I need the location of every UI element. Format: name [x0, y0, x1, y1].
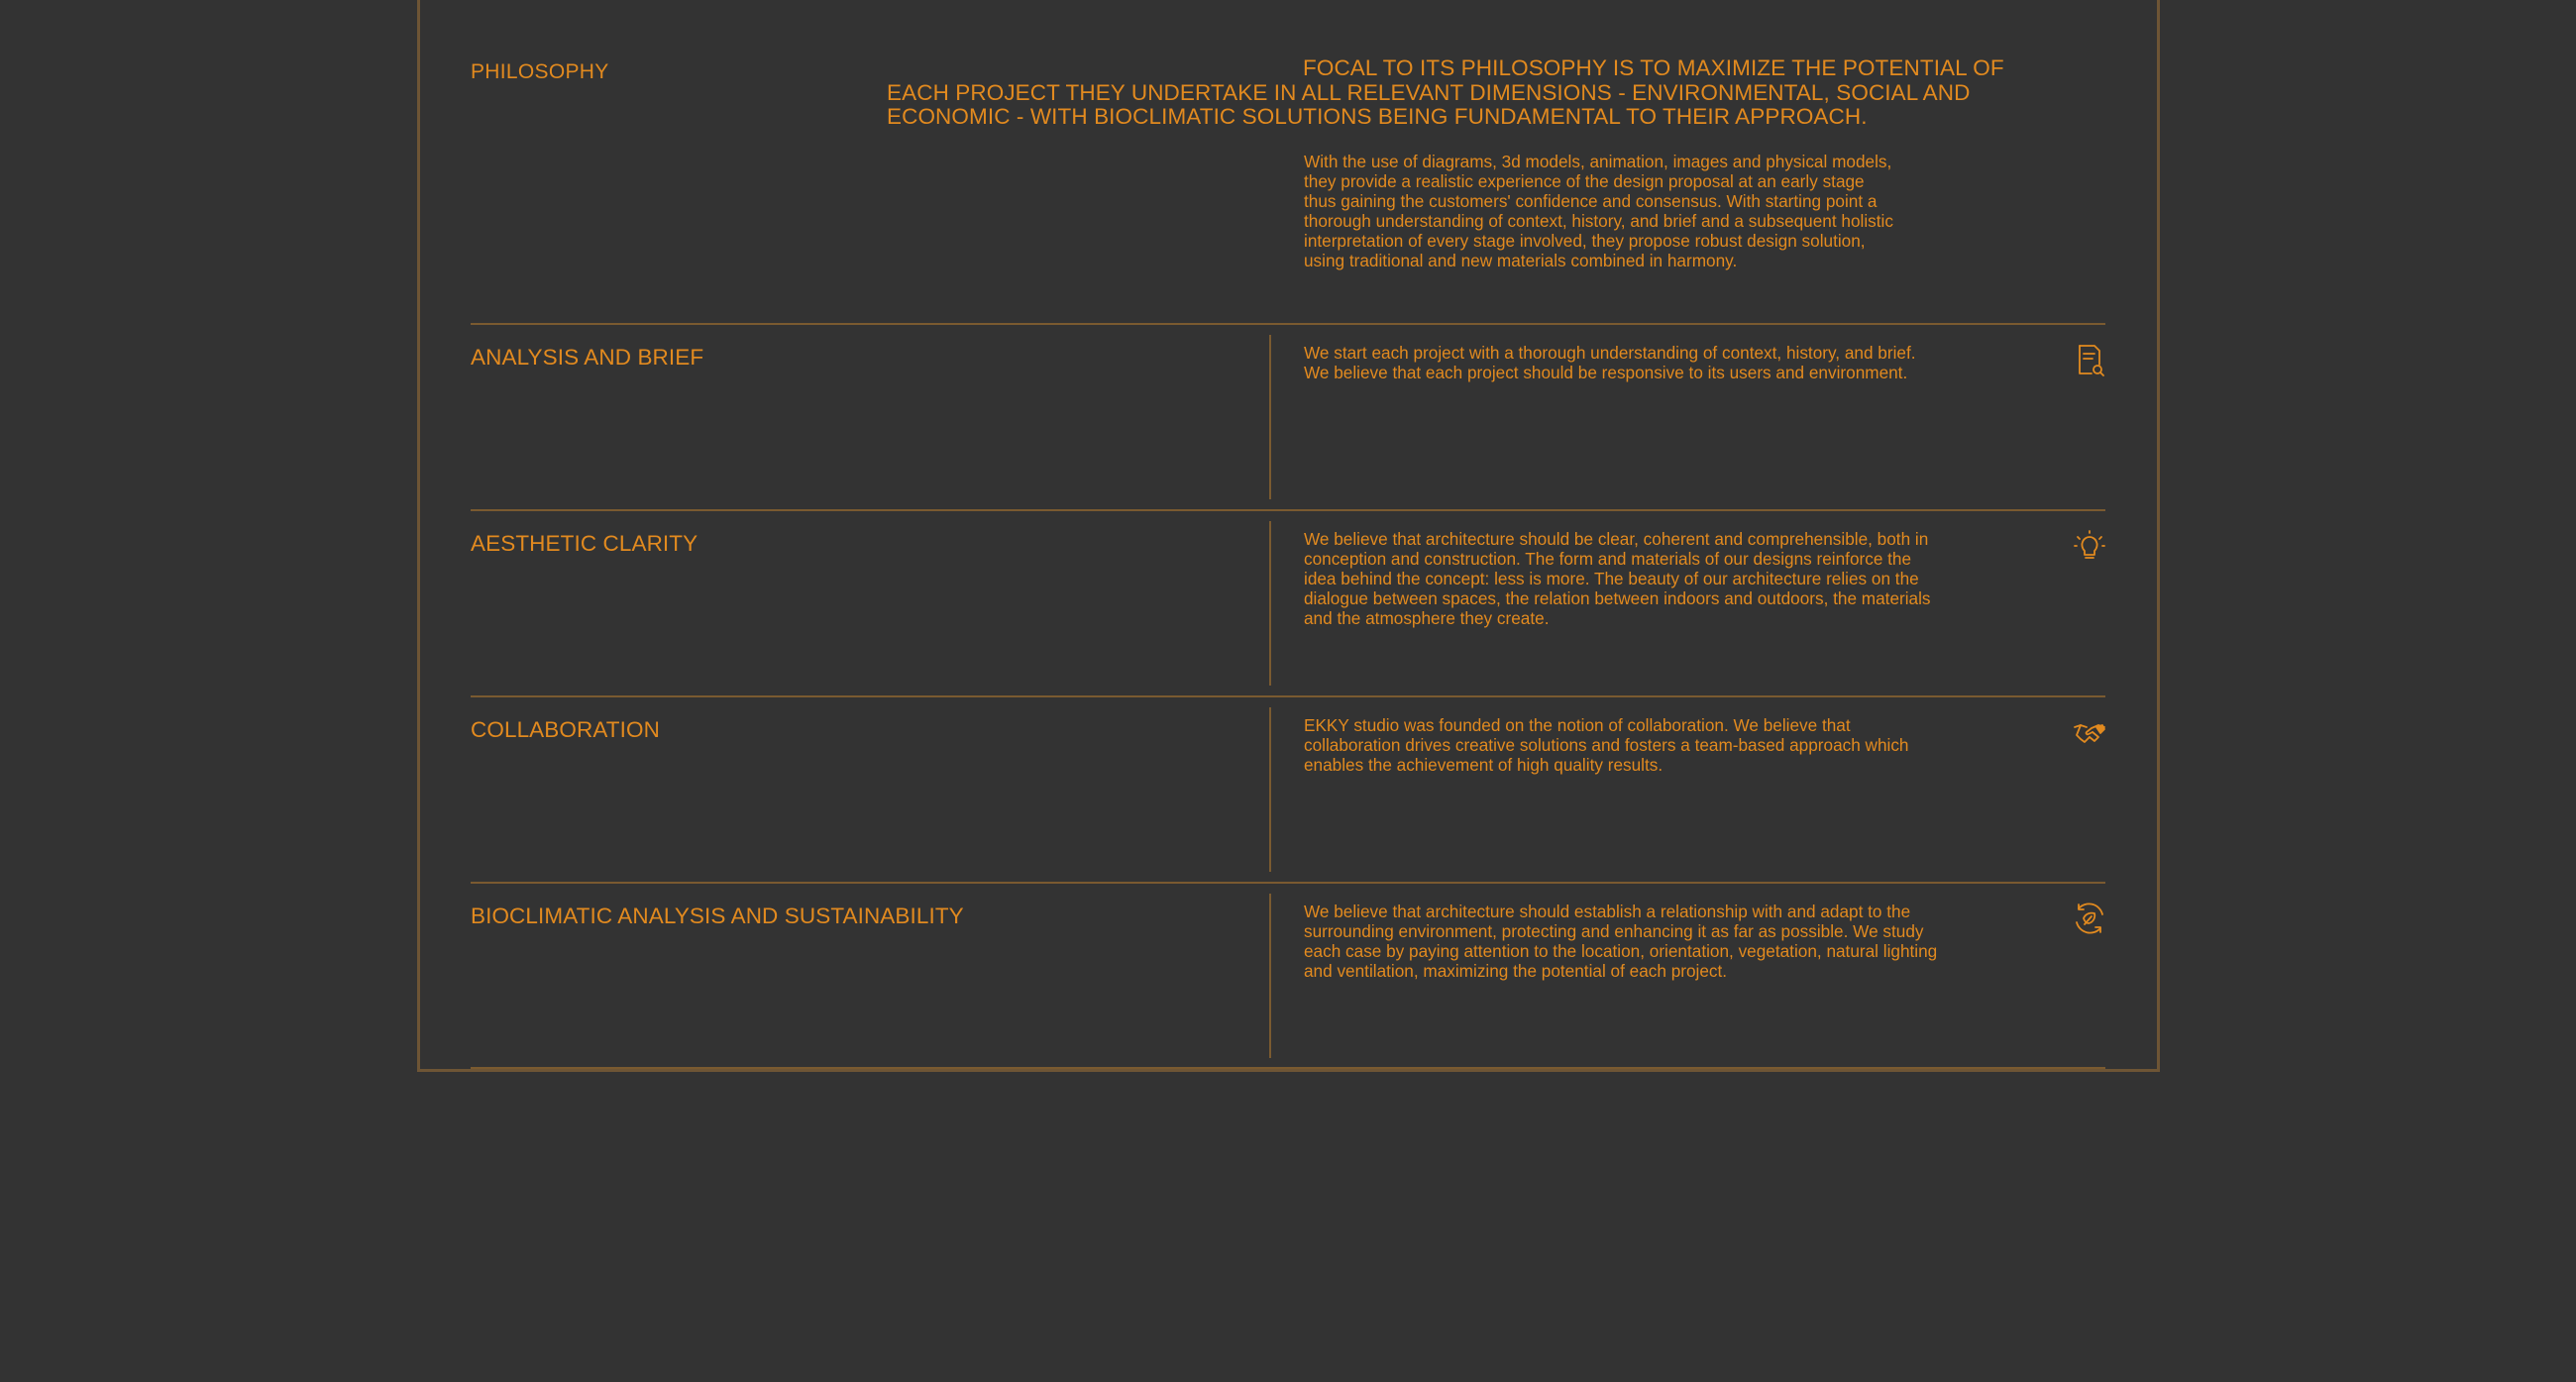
lightbulb-icon: [2073, 529, 2106, 563]
section-description: We believe that architecture should establish a relationship with and adapt to the surrounding environment, protecting and enhancing it as far as possible. We study each case by paying attention to the location, orientation, vegetation, natural lighting and ventilation, maximizing the potential of each project.: [1304, 902, 1938, 981]
column-divider: [1269, 894, 1271, 1058]
section-description: EKKY studio was founded on the notion of collaboration. We believe that collaboration drives creative solutions and fosters a team-based approach which enables the achievement of high quality results.: [1304, 715, 1909, 775]
section-aesthetic-clarity: [471, 509, 2105, 694]
section-divider: [471, 695, 2105, 697]
section-description: We start each project with a thorough understanding of context, history, and brief. We believe that each project should be responsive to its users and environment.: [1304, 343, 1916, 382]
philosophy-body: With the use of diagrams, 3d models, animation, images and physical models, they provide a realistic experience of the design proposal at an early stage thus gaining the customers' confidence and consensus. With starting point a thorough understanding of context, history, and brief and a subsequent holistic interpretation of every stage involved, they propose robust design solution, using traditional and new materials combined in harmony.: [1304, 152, 1893, 270]
philosophy-statement: FOCAL TO ITS PHILOSOPHY IS TO MAXIMIZE THE POTENTIAL OF EACH PROJECT THEY UNDERTAKE IN ALL RELEVANT DIMENSIONS - ENVIRONMENTAL, SOCIAL AND ECONOMIC - WITH BIOCLIMATIC SOLUTIONS BEING FUNDAMENTAL TO THEIR APPROACH.: [887, 55, 2004, 129]
section-collaboration: [471, 695, 2105, 881]
philosophy-label: PHILOSOPHY: [471, 60, 609, 83]
column-divider: [1269, 335, 1271, 499]
section-bioclimatic-analysis-and-sustainability: [471, 882, 2105, 1067]
bottom-divider: [471, 1067, 2105, 1069]
section-divider: [471, 323, 2105, 325]
column-divider: [1269, 707, 1271, 872]
eco-globe-icon: [2073, 902, 2106, 935]
section-description: We believe that architecture should be clear, coherent and comprehensible, both in conception and construction. The form and materials of our designs reinforce the idea behind the concept: less is more. The beauty of our architecture relies on the dialogue between spaces, the relation between indoors and outdoors, the materials and the atmosphere they create.: [1304, 529, 1931, 628]
handshake-icon: [2073, 715, 2106, 749]
section-title: AESTHETIC CLARITY: [471, 531, 698, 556]
section-divider: [471, 882, 2105, 884]
document-search-icon: [2073, 343, 2106, 376]
section-title: ANALYSIS AND BRIEF: [471, 345, 704, 370]
column-divider: [1269, 521, 1271, 686]
section-analysis-and-brief: [471, 323, 2105, 508]
section-title: BIOCLIMATIC ANALYSIS AND SUSTAINABILITY: [471, 904, 964, 928]
section-title: COLLABORATION: [471, 717, 660, 742]
section-divider: [471, 509, 2105, 511]
